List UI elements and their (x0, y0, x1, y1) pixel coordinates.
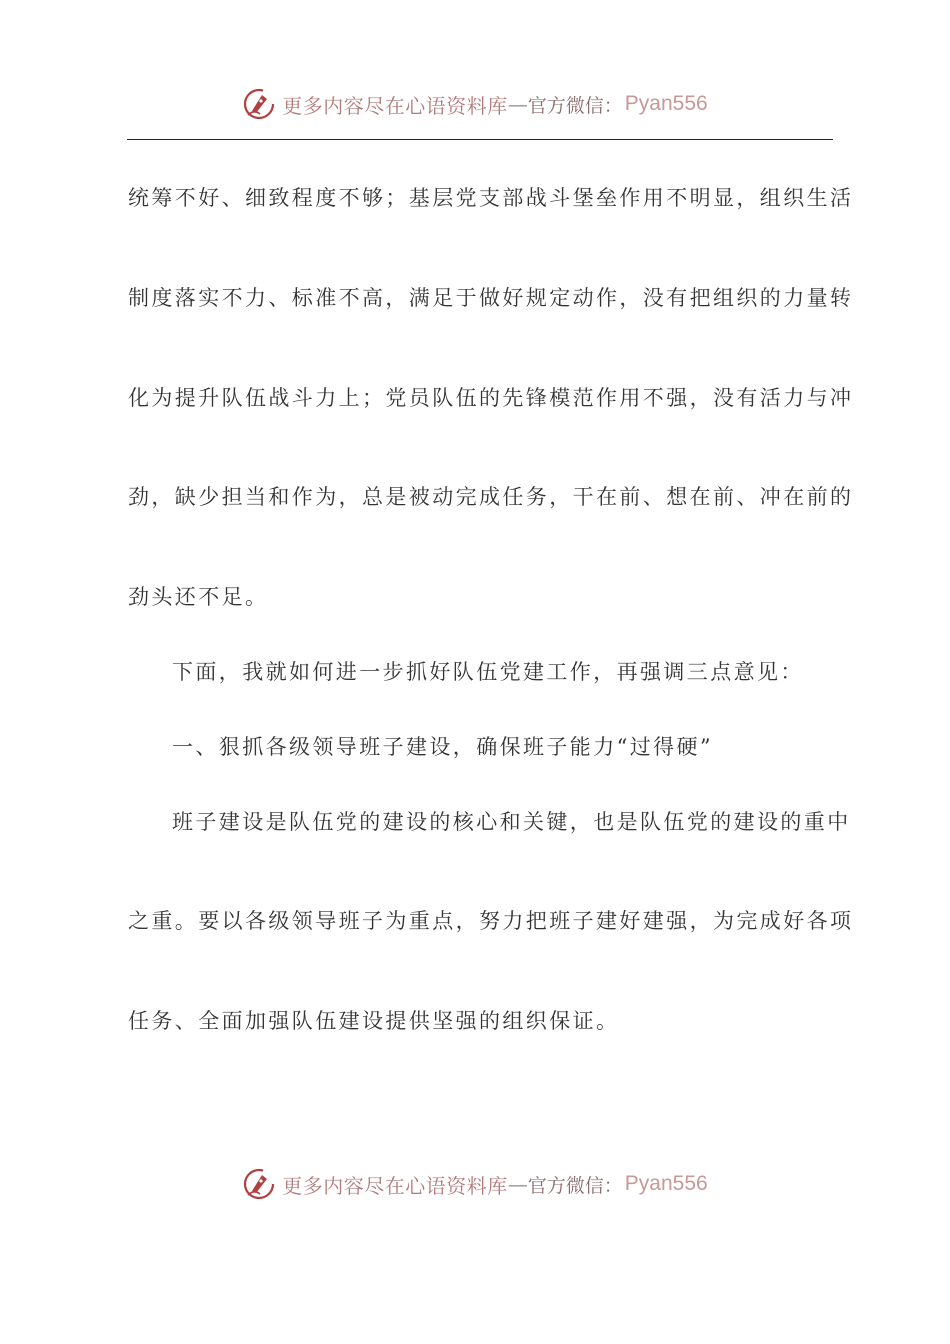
banner-separator: — (507, 92, 528, 116)
footer-banner (0, 1164, 950, 1204)
banner-wechat-id: Pyan556 (624, 92, 708, 115)
paragraph-line: 班子建设是队伍党的建设的核心和关键，也是队伍党的建设的重中 (172, 810, 851, 834)
paragraph-line: 之重。要以各级领导班子为重点，努力把班子建好建强，为完成好各项 (128, 909, 854, 933)
banner-separator: — (507, 1172, 528, 1196)
paragraph-line: 统筹不好、细致程度不够；基层党支部战斗堡垒作用不明显，组织生活 (128, 186, 854, 210)
paragraph-line: 任务、全面加强队伍建设提供坚强的组织保证。 (128, 1009, 620, 1033)
paragraph-line: 劲，缺少担当和作为，总是被动完成任务，干在前、想在前、冲在前的 (128, 485, 854, 509)
header-banner (0, 84, 950, 124)
banner-wechat-id: Pyan556 (624, 1172, 708, 1195)
paragraph-line: 下面，我就如何进一步抓好队伍党建工作，再强调三点意见： (172, 660, 804, 684)
paragraph-line: 劲头还不足。 (128, 585, 269, 609)
section-heading: 一、狠抓各级领导班子建设，确保班子能力“过得硬” (172, 735, 714, 759)
banner-title: 更多内容尽在心语资料库 (282, 1173, 508, 1198)
paragraph-line: 化为提升队伍战斗力上；党员队伍的先锋模范作用不强，没有活力与冲 (128, 386, 854, 410)
banner-wechat-label: 官方微信： (527, 1174, 623, 1197)
banner-content (242, 1167, 707, 1201)
banner-wechat-label: 官方微信： (527, 94, 623, 117)
pen-nib-logo-icon (242, 1167, 276, 1201)
paragraph-line: 制度落实不力、标准不高，满足于做好规定动作，没有把组织的力量转 (128, 286, 854, 310)
pen-nib-logo-icon (242, 87, 276, 121)
banner-content (242, 87, 707, 121)
banner-title: 更多内容尽在心语资料库 (282, 93, 508, 118)
header-divider (127, 139, 833, 140)
